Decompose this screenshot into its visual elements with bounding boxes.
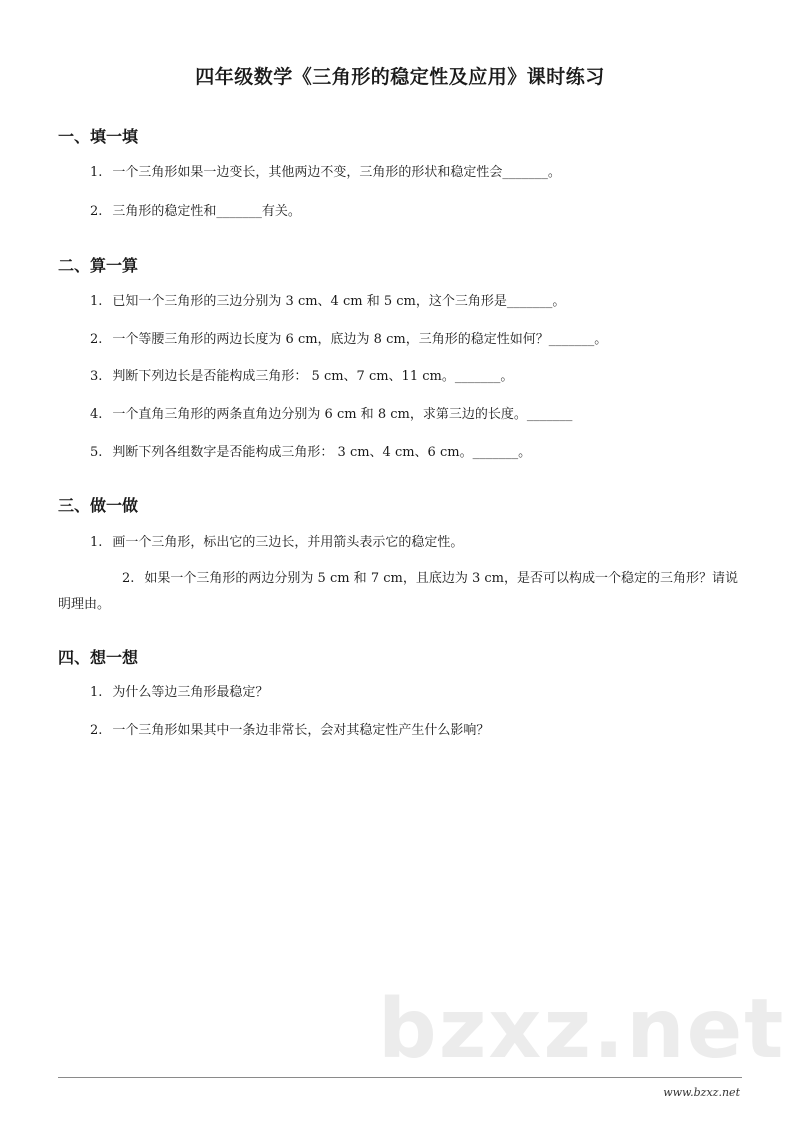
question-item	[90, 440, 531, 466]
question-item	[90, 327, 607, 353]
question-number: 2.	[90, 332, 103, 347]
question-item	[90, 530, 463, 556]
footer-divider	[58, 1077, 742, 1078]
question-item	[90, 289, 565, 315]
question-item	[90, 680, 268, 706]
question-number: 3.	[90, 369, 103, 384]
section-heading-think: 四、想一想	[58, 648, 139, 667]
question-item	[58, 566, 742, 618]
question-text: 判断下列各组数字是否能构成三角形： 3 cm、4 cm、6 cm。_______。	[112, 445, 532, 460]
question-number: 2.	[122, 571, 135, 586]
question-number: 2.	[90, 204, 103, 219]
question-text: 一个三角形如果其中一条边非常长，会对其稳定性产生什么影响？	[112, 723, 490, 738]
question-text: 三角形的稳定性和_______有关。	[112, 204, 301, 219]
question-number: 5.	[90, 445, 103, 460]
question-item	[90, 402, 572, 428]
question-text: 判断下列边长是否能构成三角形： 5 cm、7 cm、11 cm。_______。	[112, 369, 514, 384]
section-heading-fill-in: 一、填一填	[58, 127, 139, 146]
question-number: 2.	[90, 723, 103, 738]
page-title: 四年级数学《三角形的稳定性及应用》课时练习	[195, 66, 605, 88]
question-text: 一个直角三角形的两条直角边分别为 6 cm 和 8 cm，求第三边的长度。_______	[112, 407, 573, 422]
question-text: 如果一个三角形的两边分别为 5 cm 和 7 cm，且底边为 3 cm，是否可以构成一个稳定的三角形？请说明理由。	[58, 571, 738, 612]
question-number: 1.	[90, 294, 103, 309]
question-text: 已知一个三角形的三边分别为 3 cm、4 cm 和 5 cm，这个三角形是_______。	[112, 294, 566, 309]
question-text: 为什么等边三角形最稳定？	[112, 685, 269, 700]
question-item	[90, 364, 513, 390]
watermark: bzxz.net	[378, 982, 786, 1077]
question-number: 1.	[90, 165, 103, 180]
footer-url: www.bzxz.net	[663, 1086, 740, 1099]
section-heading-do: 三、做一做	[58, 496, 139, 515]
question-number: 4.	[90, 407, 103, 422]
question-text: 一个等腰三角形的两边长度为 6 cm，底边为 8 cm，三角形的稳定性如何？_______。	[112, 332, 608, 347]
question-text: 画一个三角形，标出它的三边长，并用箭头表示它的稳定性。	[112, 535, 464, 550]
question-item	[90, 160, 561, 186]
question-text: 一个三角形如果一边变长，其他两边不变，三角形的形状和稳定性会_______。	[112, 165, 561, 180]
question-item	[90, 199, 301, 225]
question-item	[90, 718, 489, 744]
question-number: 1.	[90, 535, 103, 550]
question-number: 1.	[90, 685, 103, 700]
section-heading-calculate: 二、算一算	[58, 256, 139, 275]
